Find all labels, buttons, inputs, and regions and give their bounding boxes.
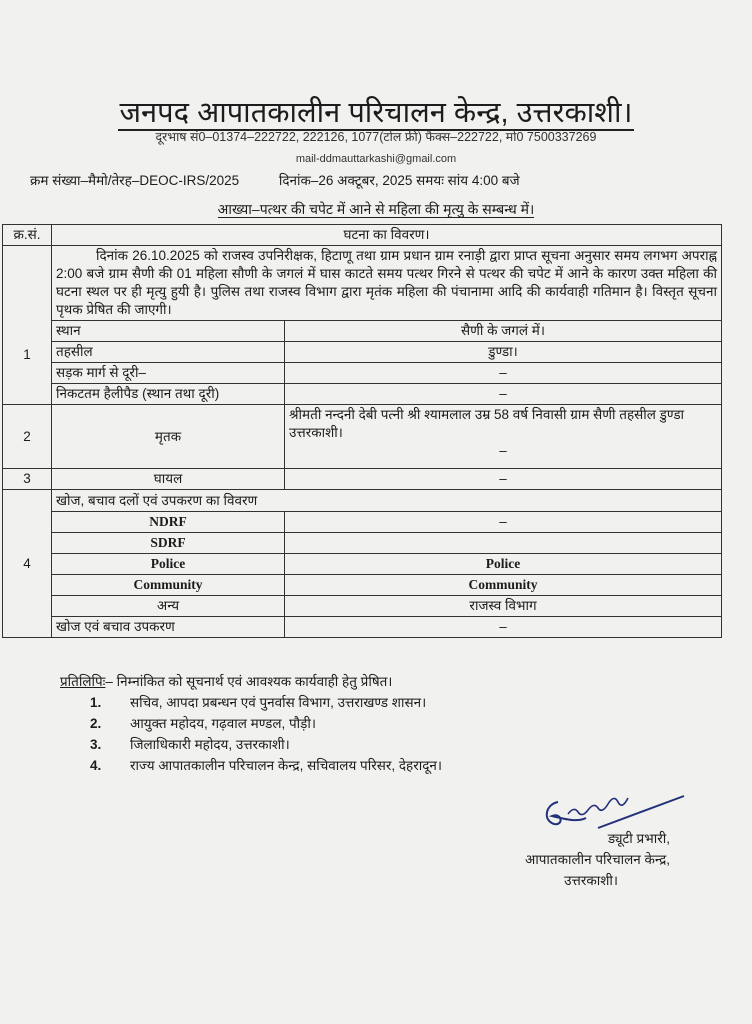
item-text: सचिव, आपदा प्रबन्धन एवं पुनर्वास विभाग, उत्तराखण्ड शासन। xyxy=(130,695,427,710)
reference-number: क्रम संख्या–मैमो/तेरह–DEOC-IRS/2025 xyxy=(30,173,240,188)
field-label: स्थान xyxy=(52,321,285,342)
rescue-label-text: Community xyxy=(133,577,203,592)
row-sn: 2 xyxy=(3,405,52,469)
rescue-value-text: Police xyxy=(485,556,521,571)
item-text: जिलाधिकारी महोदय, उत्तरकाशी। xyxy=(130,737,290,752)
copy-to-section xyxy=(60,672,442,778)
copy-list xyxy=(60,694,442,775)
table-row xyxy=(3,405,722,469)
table-row xyxy=(3,384,722,405)
col-sn-header: क्र.सं. xyxy=(3,225,52,246)
table-row xyxy=(3,469,722,490)
table-header-row xyxy=(3,225,722,246)
item-number: 4. xyxy=(90,758,102,773)
table-row xyxy=(3,554,722,575)
rescue-heading: खोज, बचाव दलों एवं उपकरण का विवरण xyxy=(52,490,722,512)
deceased-details: श्रीमती नन्दनी देबी पत्नी श्री श्यामलाल उम्र 58 वर्ष निवासी ग्राम सैणी तहसील डुण्डा उत्तरकाशी। xyxy=(289,407,685,440)
col-details-header: घटना का विवरण। xyxy=(52,225,722,246)
reference-line xyxy=(30,171,520,189)
item-number: 3. xyxy=(90,737,102,752)
table-row xyxy=(3,512,722,533)
rescue-label-text: SDRF xyxy=(150,535,186,550)
table-row xyxy=(3,617,722,638)
table-row xyxy=(3,321,722,342)
field-label: तहसील xyxy=(52,342,285,363)
rescue-label xyxy=(52,554,285,575)
field-value: डुण्डा। xyxy=(285,342,722,363)
rescue-label: अन्य xyxy=(52,596,285,617)
rescue-value: – xyxy=(285,617,722,638)
email-line: mail-ddmauttarkashi@gmail.com xyxy=(295,153,457,165)
signer-office: आपातकालीन परिचालन केन्द्र, xyxy=(524,852,670,867)
subject-text: आख्या–पत्थर की चपेट में आने से महिला की मृत्यु के सम्बन्ध में। xyxy=(217,201,535,217)
rescue-label xyxy=(52,512,285,533)
rescue-value xyxy=(285,533,722,554)
field-label: निकटतम हैलीपैड (स्थान तथा दूरी) xyxy=(52,384,285,405)
list-item xyxy=(90,736,442,754)
row-sn: 4 xyxy=(3,490,52,638)
rescue-label-text: NDRF xyxy=(149,514,187,529)
deceased-dash: – xyxy=(499,443,507,458)
table-row xyxy=(3,490,722,512)
field-label: सड़क मार्ग से दूरी– xyxy=(52,363,285,384)
deceased-value xyxy=(285,405,722,469)
rescue-label-text: Police xyxy=(150,556,186,571)
list-item xyxy=(90,757,442,775)
injured-label: घायल xyxy=(52,469,285,490)
copy-intro: – निम्नांकित को सूचनार्थ एवं आवश्यक कार्यवाही हेतु प्रेषित। xyxy=(105,674,393,689)
item-number: 2. xyxy=(90,716,102,731)
item-text: राज्य आपातकालीन परिचालन केन्द्र, सचिवालय परिसर, देहरादून। xyxy=(130,758,442,773)
field-value: – xyxy=(285,363,722,384)
table-row xyxy=(3,575,722,596)
incident-description-text: दिनांक 26.10.2025 को राजस्व उपनिरीक्षक, हिटाणू तथा ग्राम प्रधान ग्राम रनाड़ी द्वारा प्राप्त सूचना अनुसार समय लगभग अपराह्न 2:00 बजे ग्राम सैणी की 01 महिला सौणी के जगलं में घास काटते समय पत्थर गिरने से पत्थर की चपेट में आने के कारण उक्त महिला की घटना स्थल पर ही मृत्यु हुयी है। पुलिस तथा राजस्व विभाग द्वारा मृतंक महिला की पंचानामा आदि की कार्यवाही गतिमान है। विस्तृत सूचना पृथक प्रेषित की जाएगी। xyxy=(56,248,717,317)
row-sn: 1 xyxy=(3,246,52,405)
table-row xyxy=(3,363,722,384)
rescue-value: – xyxy=(285,512,722,533)
incident-table xyxy=(2,224,722,638)
table-row xyxy=(3,533,722,554)
injured-value: – xyxy=(285,469,722,490)
office-title-text: जनपद आपातकालीन परिचालन केन्द्र, उत्तरकाशी। xyxy=(119,97,633,129)
rescue-label xyxy=(52,575,285,596)
signature-block xyxy=(440,828,670,891)
signer-title: ड्यूटी प्रभारी, xyxy=(607,831,670,846)
rescue-label xyxy=(52,533,285,554)
office-title xyxy=(0,92,752,131)
table-row xyxy=(3,596,722,617)
rescue-value xyxy=(285,554,722,575)
signer-place: उत्तरकाशी। xyxy=(564,873,618,888)
incident-description xyxy=(52,246,722,321)
deceased-label: मृतक xyxy=(52,405,285,469)
rescue-value: राजस्व विभाग xyxy=(285,596,722,617)
list-item xyxy=(90,694,442,712)
table-row xyxy=(3,246,722,321)
field-value: सैणी के जगलं में। xyxy=(285,321,722,342)
rescue-value-text: Community xyxy=(468,577,538,592)
copy-label: प्रतिलिपिः xyxy=(60,674,106,689)
item-text: आयुक्त महोदय, गढ़वाल मण्डल, पौड़ी। xyxy=(130,716,317,731)
contact-line: दूरभाष सं0–01374–222722, 222126, 1077(टोल फ्री) फैक्स–222722, मो0 7500337269 xyxy=(155,130,597,144)
rescue-value xyxy=(285,575,722,596)
table-row xyxy=(3,342,722,363)
item-number: 1. xyxy=(90,695,102,710)
row-sn: 3 xyxy=(3,469,52,490)
date-time: दिनांक–26 अक्टूबर, 2025 समयः सांय 4:00 बजे xyxy=(278,173,520,188)
subject xyxy=(0,200,752,219)
field-value: – xyxy=(285,384,722,405)
rescue-label: खोज एवं बचाव उपकरण xyxy=(52,617,285,638)
list-item xyxy=(90,715,442,733)
